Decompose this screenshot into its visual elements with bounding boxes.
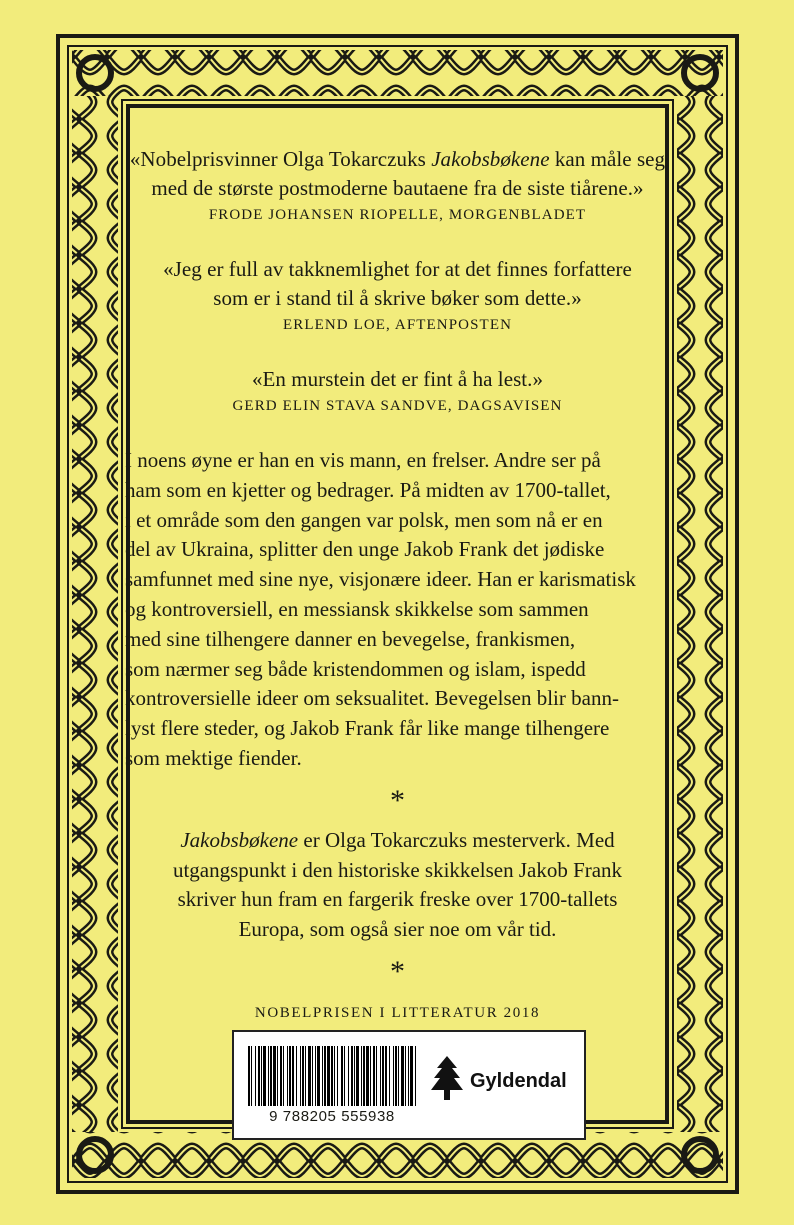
quote-line: «Nobelprisvinner Olga Tokarczuks Jakobsbøkene kan måle seg xyxy=(129,147,666,171)
paragraph-line: Europa, som også sier noe om vår tid. xyxy=(238,917,557,942)
barcode-bar xyxy=(405,1046,406,1106)
quote-line: med de største postmoderne bautaene fra de siste tiårene.» xyxy=(151,176,644,200)
barcode-bar xyxy=(315,1046,316,1106)
barcode-bar xyxy=(327,1046,330,1106)
barcode-bar xyxy=(300,1046,301,1106)
publisher-logo xyxy=(430,1054,580,1114)
paragraph-line: skriver hun fram en fargerik freske over 1700-tallets xyxy=(177,887,618,912)
barcode-bar xyxy=(395,1046,397,1106)
barcode-bar xyxy=(351,1046,353,1106)
barcode-bar xyxy=(354,1046,355,1106)
review-quote-aftenposten xyxy=(125,255,670,337)
fir-tree-icon xyxy=(430,1056,464,1108)
barcode-bar xyxy=(283,1046,284,1106)
nobel-prize-note: NOBELPRISEN I LITTERATUR 2018 xyxy=(254,1004,541,1021)
paragraph-line: Jakobsbøkene er Olga Tokarczuks mesterverk. Med xyxy=(180,827,615,852)
barcode-bar xyxy=(331,1046,333,1106)
isbn-number: 9 788205 555938 xyxy=(269,1108,395,1125)
barcode-bar xyxy=(277,1046,278,1106)
barcode-bar xyxy=(248,1046,250,1106)
barcode-bar xyxy=(348,1046,349,1106)
description-line: i et område som den gangen var polsk, men som nå er en xyxy=(125,507,603,532)
description-line: I noens øyne er han en vis mann, en frelser. Andre ser på xyxy=(125,448,601,472)
barcode-bar xyxy=(363,1046,365,1106)
quote-source: ERLEND LOE, AFTENPOSTEN xyxy=(282,317,513,333)
barcode-bar xyxy=(296,1046,297,1106)
barcode-bar xyxy=(344,1046,345,1106)
barcode-bar xyxy=(337,1046,338,1106)
barcode-bar xyxy=(292,1046,294,1106)
barcode-bar xyxy=(312,1046,313,1106)
barcode-bar xyxy=(380,1046,381,1106)
description-line: ham som en kjetter og bedrager. På midten av 1700-tallet, xyxy=(125,477,611,502)
barcode-bar xyxy=(334,1046,335,1106)
masterwork-paragraph xyxy=(125,826,670,945)
barcode-bar xyxy=(376,1046,377,1106)
barcode-bar xyxy=(370,1046,371,1106)
description-line: med sine tilhengere danner en bevegelse, frankismen, xyxy=(125,626,576,651)
barcode-bar xyxy=(263,1046,266,1106)
barcode-bar xyxy=(302,1046,304,1106)
description-line: og kontroversiell, en messiansk skikkelse som sammen xyxy=(125,596,589,621)
barcode-bar xyxy=(287,1046,288,1106)
barcode-bar xyxy=(415,1046,416,1106)
barcode-bar xyxy=(366,1046,369,1106)
description-line: samfunnet med sine nye, visjonære ideer. Han er karismatisk xyxy=(125,567,636,592)
asterisk-separator: * xyxy=(390,783,405,817)
barcode-bar xyxy=(361,1046,362,1106)
barcode-bar xyxy=(356,1046,359,1106)
barcode-bar xyxy=(258,1046,260,1106)
quote-source: FRODE JOHANSEN RIOPELLE, MORGENBLADET xyxy=(208,207,587,223)
quote-line: «Jeg er full av takknemlighet for at det finnes forfattere xyxy=(163,257,632,281)
book-title-italic: Jakobsbøkene xyxy=(180,827,299,852)
barcode-bar xyxy=(289,1046,291,1106)
quote-line: «En murstein det er fint å ha lest.» xyxy=(251,367,544,391)
barcode-bar xyxy=(305,1046,306,1106)
quote-line: som er i stand til å skrive bøker som dette.» xyxy=(213,286,582,310)
book-description xyxy=(125,446,670,774)
book-title-italic: Jakobsbøkene xyxy=(431,147,550,171)
barcode-bar xyxy=(270,1046,272,1106)
barcode-bar xyxy=(410,1046,413,1106)
barcode-bar xyxy=(268,1046,269,1106)
barcode-bar xyxy=(401,1046,404,1106)
review-quote-dagsavisen xyxy=(125,365,670,418)
barcode-bar xyxy=(385,1046,387,1106)
barcode-bar xyxy=(373,1046,375,1106)
paragraph-line: utgangspunkt i den historiske skikkelsen Jakob Frank xyxy=(172,857,623,882)
barcode-bar xyxy=(398,1046,399,1106)
barcode-bar xyxy=(324,1046,326,1106)
publisher-name: Gyldendal xyxy=(470,1070,567,1092)
quote-source: GERD ELIN STAVA SANDVE, DAGSAVISEN xyxy=(232,398,563,414)
barcode-panel xyxy=(232,1030,586,1140)
back-cover-text xyxy=(125,145,670,1022)
isbn-barcode xyxy=(248,1046,418,1108)
description-line: som mektige fiender. xyxy=(125,745,302,770)
barcode-bar xyxy=(393,1046,394,1106)
barcode-bar xyxy=(280,1046,282,1106)
description-line: kontroversielle ideer om seksualitet. Bevegelsen blir bann- xyxy=(125,686,619,711)
barcode-bar xyxy=(322,1046,323,1106)
barcode-bar xyxy=(408,1046,409,1106)
barcode-bar xyxy=(317,1046,320,1106)
barcode-bar xyxy=(261,1046,262,1106)
review-quote-morgenbladet xyxy=(125,145,670,227)
barcode-bar xyxy=(389,1046,390,1106)
asterisk-separator: * xyxy=(390,954,405,988)
description-line: lyst flere steder, og Jakob Frank får like mange tilhengere xyxy=(125,716,610,741)
barcode-bar xyxy=(382,1046,384,1106)
barcode-bar xyxy=(255,1046,256,1106)
barcode-bar xyxy=(341,1046,343,1106)
barcode-bar xyxy=(251,1046,252,1106)
description-line: som nærmer seg både kristendommen og islam, ispedd xyxy=(125,656,586,681)
barcode-bar xyxy=(273,1046,276,1106)
barcode-bar xyxy=(308,1046,311,1106)
description-line: del av Ukraina, splitter den unge Jakob Frank det jødiske xyxy=(125,537,605,562)
